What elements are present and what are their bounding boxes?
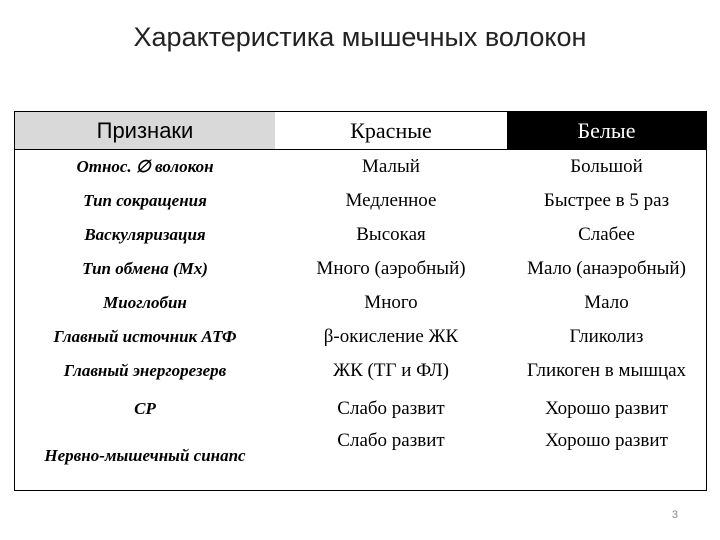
row-feature: Нервно-мышечный синапс <box>44 446 246 465</box>
page-number: 3 <box>671 509 678 521</box>
row-red-value: β-окисление ЖК <box>323 326 459 347</box>
table-row <box>15 252 707 286</box>
row-white-value: Гликолиз <box>569 326 644 347</box>
row-white-value: Мало <box>584 292 629 313</box>
table-row <box>15 286 707 320</box>
row-feature: Главный источник АТФ <box>53 327 237 346</box>
table-row <box>15 184 707 218</box>
row-white-value: Большой <box>570 156 643 177</box>
header-red-fibers: Красные <box>275 112 507 150</box>
table-row <box>15 218 707 252</box>
fiber-comparison-table <box>14 111 707 491</box>
row-white-value: Мало (анаэробный) <box>527 258 686 279</box>
row-red-value: Много <box>364 292 418 313</box>
row-red-value: ЖК (ТГ и ФЛ) <box>333 360 449 381</box>
header-white-fibers: Белые <box>507 112 707 150</box>
table-row <box>15 354 707 388</box>
row-red-value: Много (аэробный) <box>316 258 466 279</box>
row-feature: Относ. ∅ волокон <box>76 157 214 176</box>
table-row <box>15 388 707 422</box>
header-features: Признаки <box>15 112 276 150</box>
row-white-value: Гликоген в мышцах <box>526 360 687 381</box>
row-red-value: Медленное <box>345 190 437 211</box>
row-red-value: Малый <box>362 156 420 177</box>
row-white-value: Быстрее в 5 раз <box>543 190 670 211</box>
row-feature: Тип обмена (Мх) <box>82 259 208 278</box>
table-row <box>15 320 707 354</box>
row-white-value: Хорошо развит <box>545 398 668 419</box>
row-red-value: Высокая <box>356 224 426 245</box>
row-red-value: Слабо развит <box>337 398 445 419</box>
row-white-value: Хорошо развит <box>545 430 668 451</box>
table-row <box>15 150 707 185</box>
row-feature: Миоглобин <box>103 293 187 312</box>
row-feature: Главный энергорезерв <box>63 361 227 380</box>
slide-title: Характеристика мышечных волокон <box>133 22 587 52</box>
row-white-value: Слабее <box>578 224 635 245</box>
table-row <box>15 422 707 491</box>
row-feature: СР <box>134 399 156 418</box>
row-feature: Васкуляризация <box>84 225 206 244</box>
row-red-value: Слабо развит <box>337 430 445 451</box>
row-feature: Тип сокращения <box>83 191 207 210</box>
table-header-row <box>15 112 707 150</box>
